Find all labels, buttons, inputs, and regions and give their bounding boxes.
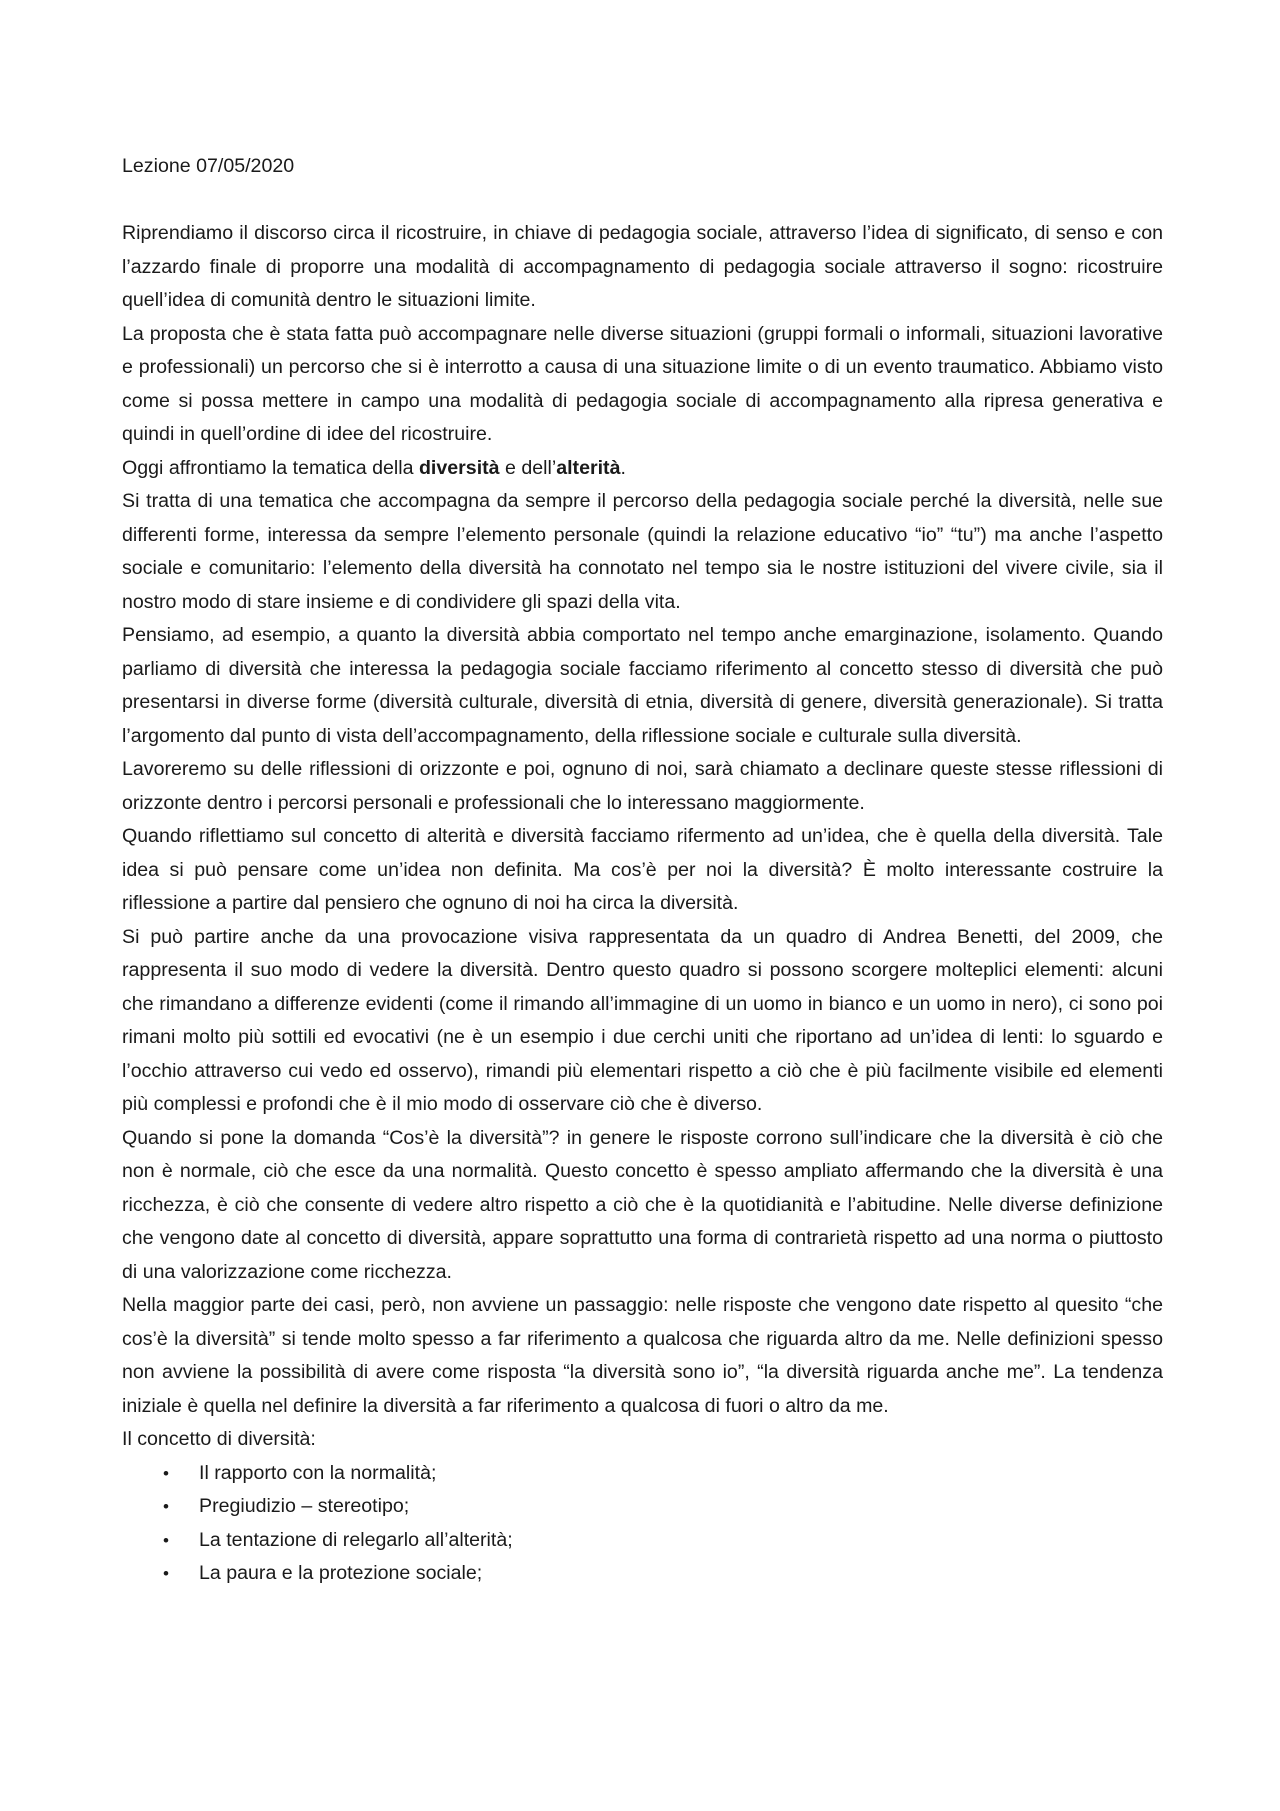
paragraph-7: Si può partire anche da una provocazione visiva rappresentata da un quadro di Andrea Benetti, del 2009, che rappresenta il suo modo di vedere la diversità. Dentro questo quadro si possono scorgere molteplici elementi: alcuni che rimandano a differenze evidenti (come il rimando all’immagine di un uomo in bianco e un uomo in nero), ci sono poi rimani molto più sottili ed evocativi (ne è un esempio i due cerchi uniti che riportano ad un’idea di lenti: lo sguardo e l’occhio attraverso cui vedo ed osservo), rimandi più elementari rispetto a ciò che è più facilmente visibile ed elementi più complessi e profondi che è il mio modo di osservare ciò che è diverso.	[122, 925, 1163, 1115]
list-item-text: La tentazione di relegarlo all’alterità;	[199, 1528, 513, 1551]
list-item	[122, 1524, 1163, 1558]
list-item	[122, 1557, 1163, 1591]
bullet-icon: •	[163, 1530, 169, 1550]
bullet-icon: •	[163, 1497, 169, 1516]
bold-diversita: diversità	[418, 456, 500, 479]
bullet-icon: •	[163, 1463, 169, 1483]
list-item	[122, 1457, 1163, 1491]
bullet-icon: •	[163, 1564, 169, 1583]
list-intro: Il concetto di diversità:	[122, 1428, 316, 1450]
bullet-list	[122, 1457, 1163, 1591]
paragraph-3: Si tratta di una tematica che accompagna da sempre il percorso della pedagogia sociale perché la diversità, nelle sue differenti forme, interessa da sempre l’elemento personale (quindi la relazione educativo “io” “tu”) ma anche l’aspetto sociale e comunitario: l’elemento della diversità ha connotato nel tempo sia le nostre istituzioni del vivere civile, sia il nostro modo di stare insieme e di condividere gli spazi della vita.	[122, 490, 1163, 613]
paragraph-6: Quando riflettiamo sul concetto di alterità e diversità facciamo rifermento ad un’idea, che è quella della diversità. Tale idea si può pensare come un’idea non definita. Ma cos’è per noi la diversità? È molto interessante costruire la riflessione a partire dal pensiero che ognuno di noi ha circa la diversità.	[122, 825, 1163, 914]
list-item-text: Pregiudizio – stereotipo;	[199, 1495, 410, 1517]
paragraph-5: Lavoreremo su delle riflessioni di orizzonte e poi, ognuno di noi, sarà chiamato a declinare queste stesse riflessioni di orizzonte dentro i percorsi personali e professionali che lo interessano maggiormente.	[122, 758, 1163, 814]
list-item	[122, 1490, 1163, 1524]
paragraph-2: La proposta che è stata fatta può accompagnare nelle diverse situazioni (gruppi formali o informali, situazioni lavorative e professionali) un percorso che si è interrotto a causa di una situazione limite o di un evento traumatico. Abbiamo visto come si possa mettere in campo una modalità di pedagogia sociale di accompagnamento alla ripresa generativa e quindi in quell’ordine di idee del ricostruire.	[122, 322, 1163, 445]
bold-alterita: alterità	[556, 456, 621, 479]
paragraph-4: Pensiamo, ad esempio, a quanto la diversità abbia comportato nel tempo anche emarginazione, isolamento. Quando parliamo di diversità che interessa la pedagogia sociale facciamo riferimento al concetto stesso di diversità che può presentarsi in diverse forme (diversità culturale, diversità di etnia, diversità di genere, diversità generazionale). Si tratta l’argomento dal punto di vista dell’accompagnamento, della riflessione sociale e culturale sulla diversità.	[122, 624, 1163, 747]
list-item-text: Il rapporto con la normalità;	[199, 1461, 437, 1484]
document-body	[122, 150, 1163, 1591]
today-middle: e dell’	[499, 456, 557, 479]
paragraph-1: Riprendiamo il discorso circa il ricostruire, in chiave di pedagogia sociale, attraverso l’idea di significato, di senso e con l’azzardo finale di proporre una modalità di accompagnamento di pedagogia sociale attraverso il sogno: ricostruire quell’idea di comunità dentro le situazioni limite.	[122, 222, 1163, 311]
list-item-text: La paura e la protezione sociale;	[199, 1562, 483, 1584]
document-title: Lezione 07/05/2020	[122, 155, 295, 177]
paragraph-8: Quando si pone la domanda “Cos’è la diversità”? in genere le risposte corrono sull’indicare che la diversità è ciò che non è normale, ciò che esce da una normalità. Questo concetto è spesso ampliato affermando che la diversità è una ricchezza, è ciò che consente di vedere altro rispetto a ciò che è la quotidianità e l’abitudine. Nelle diverse definizione che vengono date al concetto di diversità, appare soprattutto una forma di contrarietà rispetto ad una norma o piuttosto di una valorizzazione come ricchezza.	[122, 1126, 1163, 1283]
today-prefix: Oggi affrontiamo la tematica della	[122, 456, 419, 479]
paragraph-9: Nella maggior parte dei casi, però, non avviene un passaggio: nelle risposte che vengono date rispetto al quesito “che cos’è la diversità” si tende molto spesso a far riferimento a qualcosa che riguarda altro da me. Nelle definizioni spesso non avviene la possibilità di avere come risposta “la diversità sono io”, “la diversità riguarda anche me”. La tendenza iniziale è quella nel definire la diversità a far riferimento a qualcosa di fuori o altro da me.	[122, 1294, 1163, 1417]
today-suffix: .	[620, 456, 626, 479]
paragraph-today	[122, 452, 1163, 486]
